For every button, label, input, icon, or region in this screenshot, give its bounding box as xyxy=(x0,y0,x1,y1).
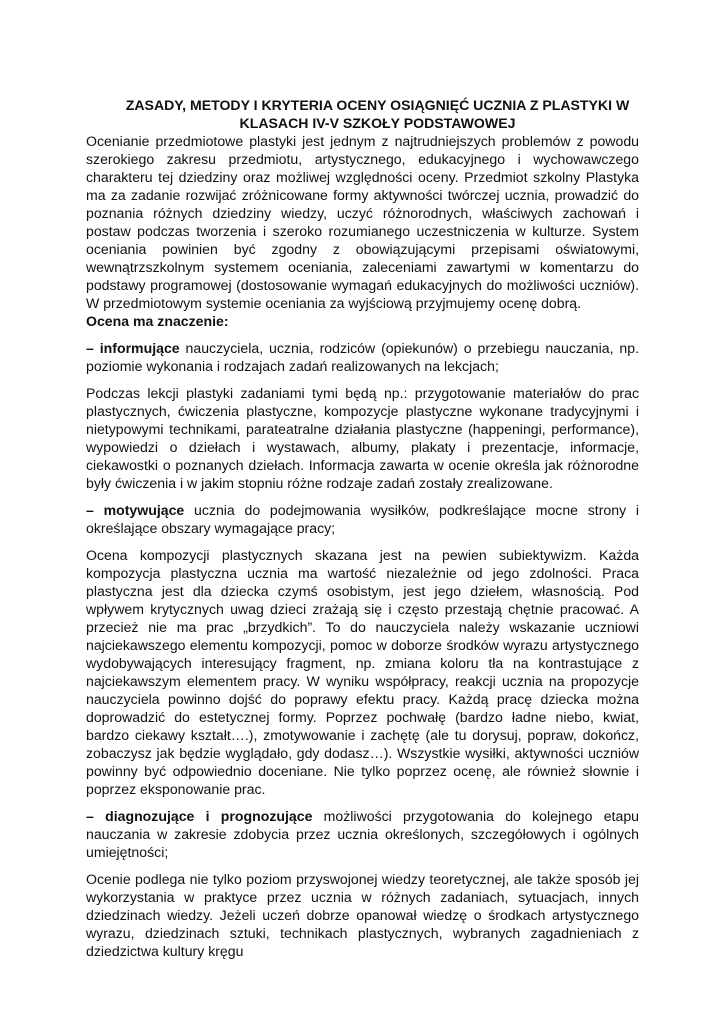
document-title: ZASADY, METODY I KRYTERIA OCENY OSIĄGNIĘĆ UCZNIA Z PLASTYKI W KLASACH IV-V SZKOŁY PODSTAWOWEJ xyxy=(125,97,630,131)
point-diagnosing-term: – diagnozujące i prognozujące xyxy=(86,808,313,824)
informing-paragraph: Podczas lekcji plastyki zadaniami tymi będą np.: przygotowanie materiałów do prac plastycznych, ćwiczenia plastyczne, kompozycje plastyczne wykonane tradycyjnymi i nietypowymi technikami, parateatralne działania plastyczne (happeningi, performance), wypowiedzi o dziełach i wystawach, albumy, plakaty i prezentacje, informacje, ciekawostki o poznanych dziełach. Informacja zawarta w ocenie określa jak różnorodne były ćwiczenia i w jakim stopniu różne rodzaje zadań zostały zrealizowane. xyxy=(86,385,639,491)
diagnosing-paragraph: Ocenie podlega nie tylko poziom przyswojonej wiedzy teoretycznej, ale także sposób jej wykorzystania w praktyce przez ucznia w różnych zadaniach, sytuacjach, innych dziedzinach wiedzy. Jeżeli uczeń dobrze opanował wiedzę o środkach artystycznego wyrazu, dziedzinach sztuki, technikach plastycznych, wybranych zagadnieniach z dziedzictwa kultury kręgu xyxy=(86,871,639,959)
point-motivating xyxy=(86,501,639,537)
point-motivating-text: ucznia do podejmowania wysiłków, podkreślające mocne strony i określające obszary wymagające pracy; xyxy=(86,502,640,536)
point-informing-text: nauczyciela, ucznia, rodziców (opiekunów) o przebiegu nauczania, np. poziomie wykonania i rodzajach zadań realizowanych na lekcjach; xyxy=(86,340,639,374)
section-heading: Ocena ma znaczenie: xyxy=(86,313,229,329)
intro-paragraph: Ocenianie przedmiotowe plastyki jest jednym z najtrudniejszych problemów z powodu szerokiego zakresu przedmiotu, artystycznego, edukacyjnego i wychowawczego charakteru tej dziedziny oraz możliwej względności oceny. Przedmiot szkolny Plastyka ma za zadanie rozwijać zróżnicowane formy aktywności twórczej ucznia, prowadzić do poznania różnych dziedziny wiedzy, uczyć różnorodnych, właściwych zachowań i postaw podczas tworzenia i szeroko rozumianego uczestniczenia w kulturze. System oceniania powinien być zgodny z obowiązującymi przepisami oświatowymi, wewnątrzszkolnym systemem oceniania, zaleceniami zawartymi w komentarzu do podstawy programowej (dostosowanie wymagań edukacyjnych do możliwości uczniów). W przedmiotowym systemie oceniania za wyjściową przyjmujemy ocenę dobrą. xyxy=(86,133,639,311)
point-informing xyxy=(86,339,639,375)
document-page xyxy=(86,96,639,960)
point-informing-term: – informujące xyxy=(86,340,180,356)
point-diagnosing-text: możliwości przygotowania do kolejnego etapu nauczania w zakresie zdobycia przez ucznia określonych, szczegółowych i ogólnych umiejętności; xyxy=(86,808,639,860)
motivating-paragraph: Ocena kompozycji plastycznych skazana jest na pewien subiektywizm. Każda kompozycja plastyczna ucznia ma wartość niezależnie od jego zdolności. Praca plastyczna jest dla dziecka czymś osobistym, jest jego dziełem, własnością. Pod wpływem krytycznych uwag dzieci zrażają się i często przestają chętnie pracować. A przecież nie ma prac „brzydkich”. To do nauczyciela należy wskazanie uczniowi najciekawszego elementu kompozycji, pomoc w doborze środków wyrazu artystycznego wydobywających interesujący fragment, np. zmiana koloru tła na kontrastujące z najciekawszym elementem pracy. W wyniku współpracy, reakcji ucznia na propozycje nauczyciela powinno dojść do poprawy efektu pracy. Każdą pracę dziecka można doprowadzić do estetycznej formy. Poprzez pochwałę (bardzo ładne niebo, kwiat, bardzo ciekawy kształt….), zmotywowanie i zachętę (ale tu dorysuj, popraw, dokończ, zobaczysz jak będzie wyglądało, gdy dodasz…). Wszystkie wysiłki, aktywności uczniów powinny być odpowiednio doceniane. Nie tylko poprzez ocenę, ale również słownie i poprzez eksponowanie prac. xyxy=(86,547,639,797)
point-diagnosing xyxy=(86,807,639,861)
point-motivating-term: – motywujące xyxy=(86,502,185,518)
